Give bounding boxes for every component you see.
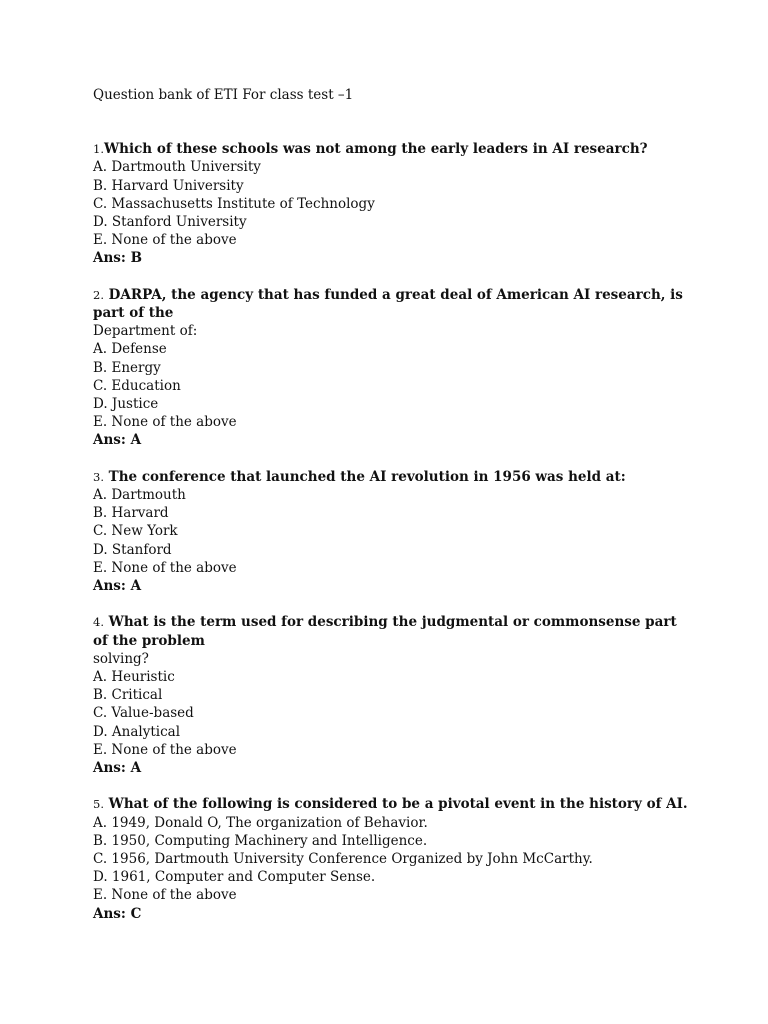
- option-b: B. Critical: [93, 687, 163, 704]
- answer: Ans: A: [93, 432, 142, 449]
- question-number: 1.: [93, 142, 104, 157]
- document-page: [93, 86, 693, 941]
- option-d: D. Justice: [93, 396, 159, 413]
- question-text: Which of these schools was not among the early leaders in AI research?: [103, 141, 648, 158]
- option-d: D. Stanford: [93, 541, 172, 558]
- option-a: A. Dartmouth: [93, 487, 186, 504]
- answer: Ans: B: [93, 250, 142, 267]
- question-stem: [93, 140, 693, 158]
- option-e: E. None of the above: [93, 232, 237, 249]
- question-3: [93, 468, 693, 595]
- answer: Ans: A: [93, 578, 142, 595]
- question-text: DARPA, the agency that has funded a great deal of American AI research, is part of the: [93, 286, 683, 322]
- option-b: B. 1950, Computing Machinery and Intelligence.: [93, 832, 428, 849]
- option-a: A. Dartmouth University: [93, 159, 261, 176]
- answer: Ans: A: [93, 760, 142, 777]
- question-stem: [93, 468, 693, 486]
- question-text: What is the term used for describing the judgmental or commonsense part of the problem: [93, 614, 677, 649]
- option-d: D. Stanford University: [93, 214, 247, 231]
- option-d: D. 1961, Computer and Computer Sense.: [93, 869, 376, 886]
- option-e: E. None of the above: [93, 414, 237, 431]
- option-e: E. None of the above: [93, 741, 237, 758]
- question-number: 4.: [93, 615, 104, 630]
- option-a: A. Heuristic: [93, 669, 175, 686]
- question-stem: [93, 795, 693, 813]
- question-4: [93, 613, 693, 777]
- option-a: A. 1949, Donald O, The organization of Behavior.: [93, 814, 428, 831]
- option-b: B. Harvard University: [93, 177, 244, 194]
- option-c: C. 1956, Dartmouth University Conference Organized by John McCarthy.: [93, 851, 593, 868]
- option-c: C. New York: [93, 523, 178, 540]
- question-1: [93, 140, 693, 267]
- option-e: E. None of the above: [93, 559, 237, 576]
- option-c: C. Education: [93, 377, 181, 394]
- option-e: E. None of the above: [93, 887, 237, 904]
- question-text: The conference that launched the AI revolution in 1956 was held at:: [103, 468, 626, 485]
- question-stem: [93, 286, 693, 322]
- question-stem: [93, 613, 693, 649]
- question-continuation: Department of:: [93, 323, 198, 340]
- question-number: 2.: [93, 287, 104, 302]
- answer: Ans: C: [93, 905, 142, 922]
- question-text: What of the following is considered to be a pivotal event in the history of AI.: [103, 796, 688, 813]
- option-b: B. Energy: [93, 359, 161, 376]
- question-number: 3.: [93, 469, 104, 484]
- question-2: [93, 286, 693, 450]
- question-number: 5.: [93, 797, 104, 812]
- option-a: A. Defense: [93, 341, 167, 358]
- option-d: D. Analytical: [93, 723, 181, 740]
- option-c: C. Massachusetts Institute of Technology: [93, 195, 375, 212]
- question-5: [93, 795, 693, 922]
- question-continuation: solving?: [93, 650, 149, 667]
- option-c: C. Value-based: [93, 705, 194, 722]
- document-title: Question bank of ETI For class test –1: [93, 87, 354, 103]
- option-b: B. Harvard: [93, 505, 169, 522]
